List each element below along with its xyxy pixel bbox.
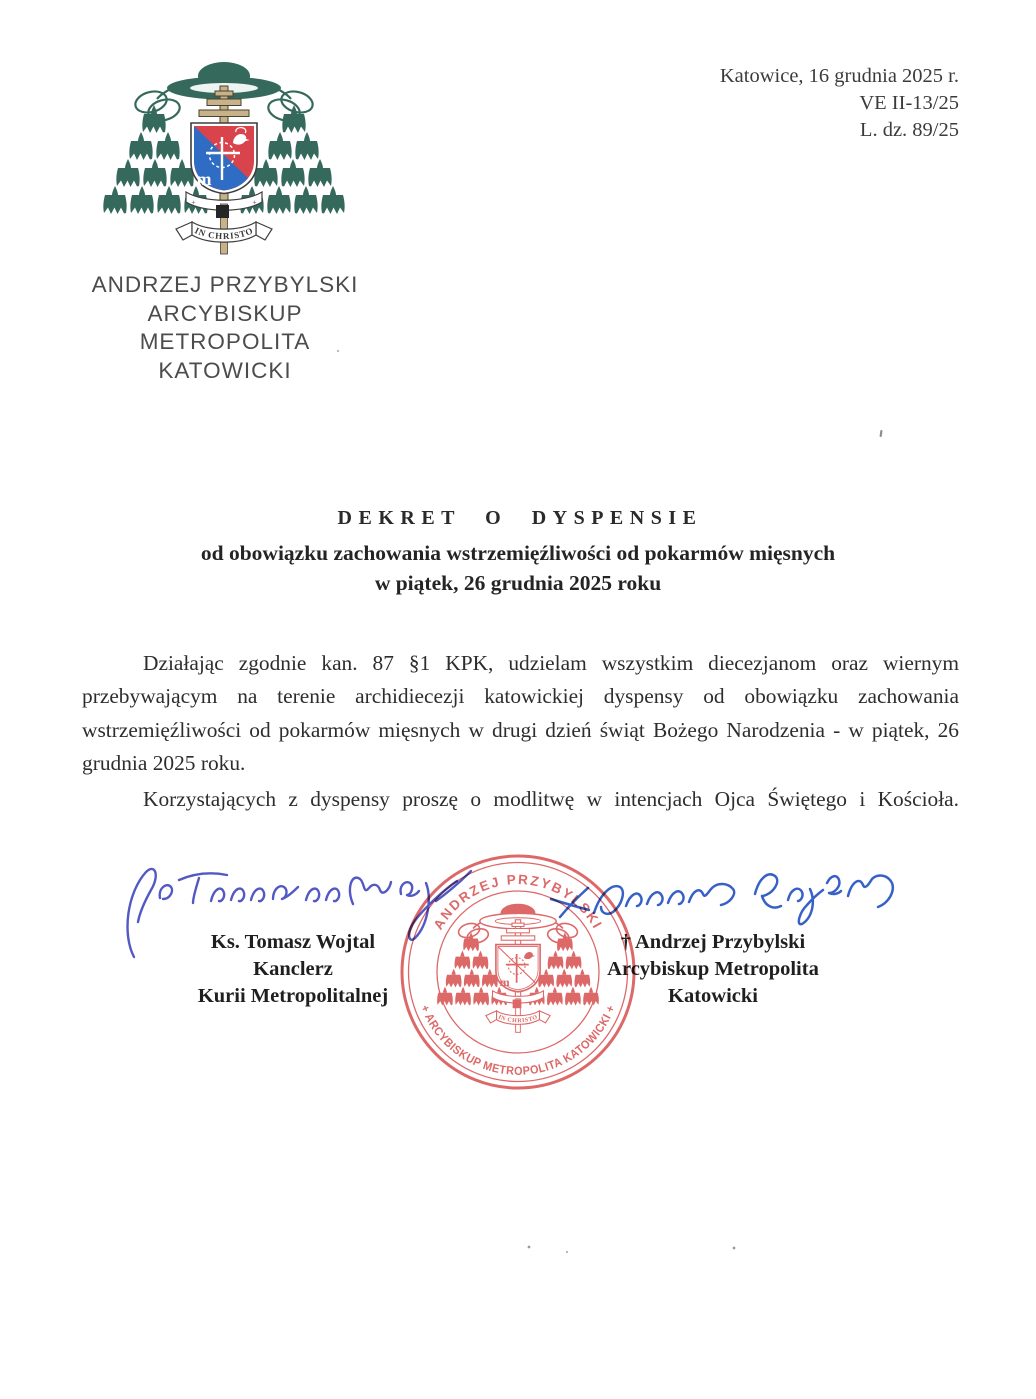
- sender-title-line1: ARCYBISKUP METROPOLITA: [139, 300, 311, 355]
- document-subtitle: [58, 539, 978, 598]
- letter-place-date: Katowice, 16 grudnia 2025 r.: [719, 65, 959, 87]
- body-paragraph-2: Korzystających z dyspensy proszę o modlitwę w intencjach Ojca Świętego i Kościoła.: [143, 787, 959, 811]
- seal-marian-monogram: m: [499, 975, 510, 990]
- crest-shield: [190, 122, 258, 196]
- stamp-text-bottom: + ARCYBISKUP METROPOLITA KATOWICKI +: [417, 1002, 619, 1078]
- letter-file-number: L. dz. 89/25: [859, 119, 959, 141]
- stamp-text-top: ANDRZEJ PRZYBYLSKI: [430, 871, 606, 933]
- chancellor-role-line2: Kurii Metropolitalnej: [197, 984, 389, 1007]
- subtitle-line1: od obowiązku zachowania wstrzemięźliwości od pokarmów mięsnych: [200, 541, 836, 565]
- archbishop-seal-stamp: [397, 851, 639, 1093]
- crest-scroll-band: [186, 192, 262, 254]
- letter-header: [720, 63, 959, 144]
- body-paragraph-1: Działając zgodnie kan. 87 §1 KPK, udzielam wszystkim diecezjanom oraz wiernym przebywającym na terenie archidiecezji katowickiej dyspensy od obowiązku zachowania wstrzemięźliwości od pokarmów mięsnych w drugi dzień świąt Bożego Narodzenia - w piątek, 26 grudnia 2025 roku.: [82, 651, 959, 776]
- signature-block-chancellor: [178, 929, 408, 1009]
- crest-motto: IN CHRISTO: [193, 225, 255, 242]
- sender-name: ANDRZEJ PRZYBYLSKI: [91, 272, 359, 297]
- sender-title-line2: KATOWICKI: [158, 357, 292, 383]
- letterhead-name-block: [60, 271, 390, 385]
- scroll-cross-mark: +: [190, 197, 197, 208]
- archbishop-coat-of-arms: [104, 52, 344, 266]
- chancellor-role-line1: Kanclerz: [253, 957, 333, 980]
- chancellor-name: Ks. Tomasz Wojtal: [210, 931, 376, 953]
- letter-reference-number: VE II-13/25: [859, 92, 959, 114]
- archbishop-role-line1: Arcybiskup Metropolita: [607, 957, 819, 980]
- subtitle-line2: w piątek, 26 grudnia 2025 roku: [374, 570, 662, 595]
- archbishop-role-line2: Katowicki: [668, 984, 758, 1007]
- seal-motto: IN CHRISTO: [497, 1014, 539, 1025]
- document-title: DEKRET O DYSPENSIE: [337, 507, 703, 529]
- seal-crest: [437, 904, 599, 1033]
- scroll-cross-mark: +: [251, 197, 258, 208]
- archbishop-name: † Andrzej Przybylski: [620, 931, 806, 953]
- marian-monogram: m: [196, 169, 212, 189]
